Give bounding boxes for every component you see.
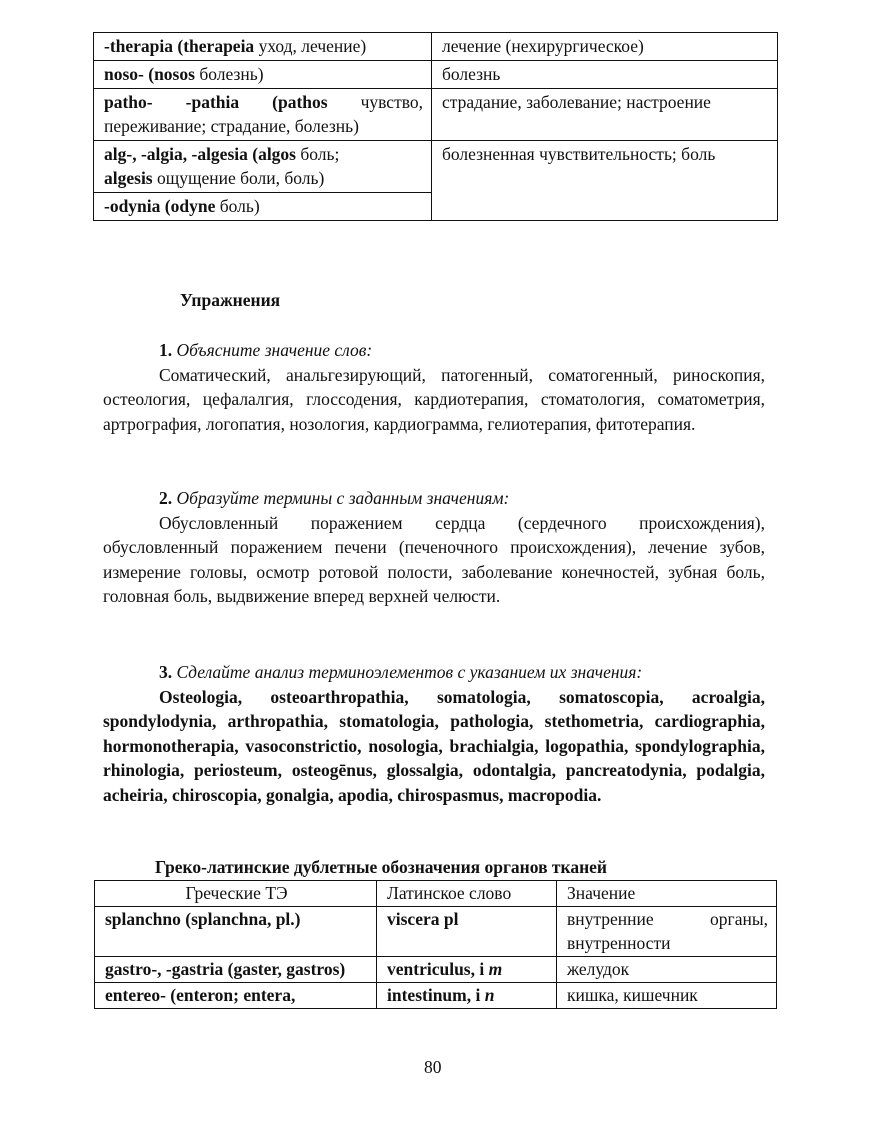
- table-cell-meaning: кишка, кишечник: [557, 983, 777, 1009]
- table-row: [94, 141, 778, 193]
- column-header-greek: Греческие ТЭ: [95, 881, 377, 907]
- table-cell-meaning: внутренние органы, внутренности: [557, 907, 777, 957]
- roots-table: [93, 32, 778, 221]
- exercise-body: Соматический, анальгезирующий, патогенный, соматогенный, риноскопия, остеология, цефалалгия, глоссодения, кардиотерапия, стоматология, соматометрия, артрография, логопатия, нозология, кардиограмма, гелиотерапия, фитотерапия.: [103, 364, 765, 434]
- table-cell-greek: entereo- (enteron; entera,: [95, 983, 377, 1009]
- table-cell-meaning: желудок: [557, 957, 777, 983]
- table-cell-term: patho- -pathia (pathos чувство, переживание; страдание, болезнь): [94, 89, 432, 141]
- table-cell-term: noso- (nosos болезнь): [94, 61, 432, 89]
- exercise-2: [103, 486, 765, 609]
- table-header-row: [95, 881, 777, 907]
- column-header-meaning: Значение: [557, 881, 777, 907]
- table-row: [94, 61, 778, 89]
- table-row: [94, 89, 778, 141]
- table-cell-latin: ventriculus, i m: [377, 957, 557, 983]
- exercise-1: [103, 338, 765, 436]
- exercise-body: Osteologia, osteoarthropathia, somatologia, somatoscopia, acroalgia, spondylodynia, arthropathia, stomatologia, pathologia, stethometria, cardiographia, hormonotherapia, vasoconstrictio, nosologia, brachialgia, logopathia, spondylographia, rhinologia, periosteum, osteogēnus, glossalgia, odontalgia, pancreatodynia, podalgia, acheiria, chiroscopia, gonalgia, apodia, chirospasmus, macropodia.: [103, 686, 765, 805]
- exercise-instruction: 3. Сделайте анализ терминоэлементов с указанием их значения:: [159, 662, 643, 682]
- exercise-body: Обусловленный поражением сердца (сердечного происхождения), обусловленный поражением печени (печеночного происхождения), лечение зубов, измерение головы, осмотр ротовой полости, заболевание конечностей, зубная боль, головная боль, выдвижение вперед верхней челюсти.: [103, 512, 765, 606]
- exercise-instruction: 1. Объясните значение слов:: [159, 340, 373, 360]
- table-cell-greek: splanchno (splanchna, pl.): [95, 907, 377, 957]
- table-cell-term: -odynia (odyne боль): [94, 193, 432, 221]
- table-row: [95, 957, 777, 983]
- exercise-instruction: 2. Образуйте термины с заданным значениям:: [159, 488, 510, 508]
- table-cell-meaning: болезненная чувствительность; боль: [432, 141, 778, 221]
- table-title: Греко-латинские дублетные обозначения органов тканей: [155, 857, 608, 877]
- table-row: [94, 33, 778, 61]
- table-cell-latin: viscera pl: [377, 907, 557, 957]
- table-row: [95, 983, 777, 1009]
- table-cell-term: alg-, -algia, -algesia (algos боль; algesis ощущение боли, боль): [94, 141, 432, 193]
- table-cell-meaning: болезнь: [432, 61, 778, 89]
- page-number: 80: [424, 1057, 442, 1077]
- exercise-3: [103, 660, 765, 807]
- table-cell-greek: gastro-, -gastria (gaster, gastros): [95, 957, 377, 983]
- column-header-latin: Латинское слово: [377, 881, 557, 907]
- table-cell-meaning: лечение (нехирургическое): [432, 33, 778, 61]
- doublets-table: [94, 880, 777, 1009]
- table-cell-latin: intestinum, i n: [377, 983, 557, 1009]
- table-cell-term: -therapia (therapeia уход, лечение): [94, 33, 432, 61]
- table-row: [95, 907, 777, 957]
- section-title: Упражнения: [180, 290, 281, 310]
- table-cell-meaning: страдание, заболевание; настроение: [432, 89, 778, 141]
